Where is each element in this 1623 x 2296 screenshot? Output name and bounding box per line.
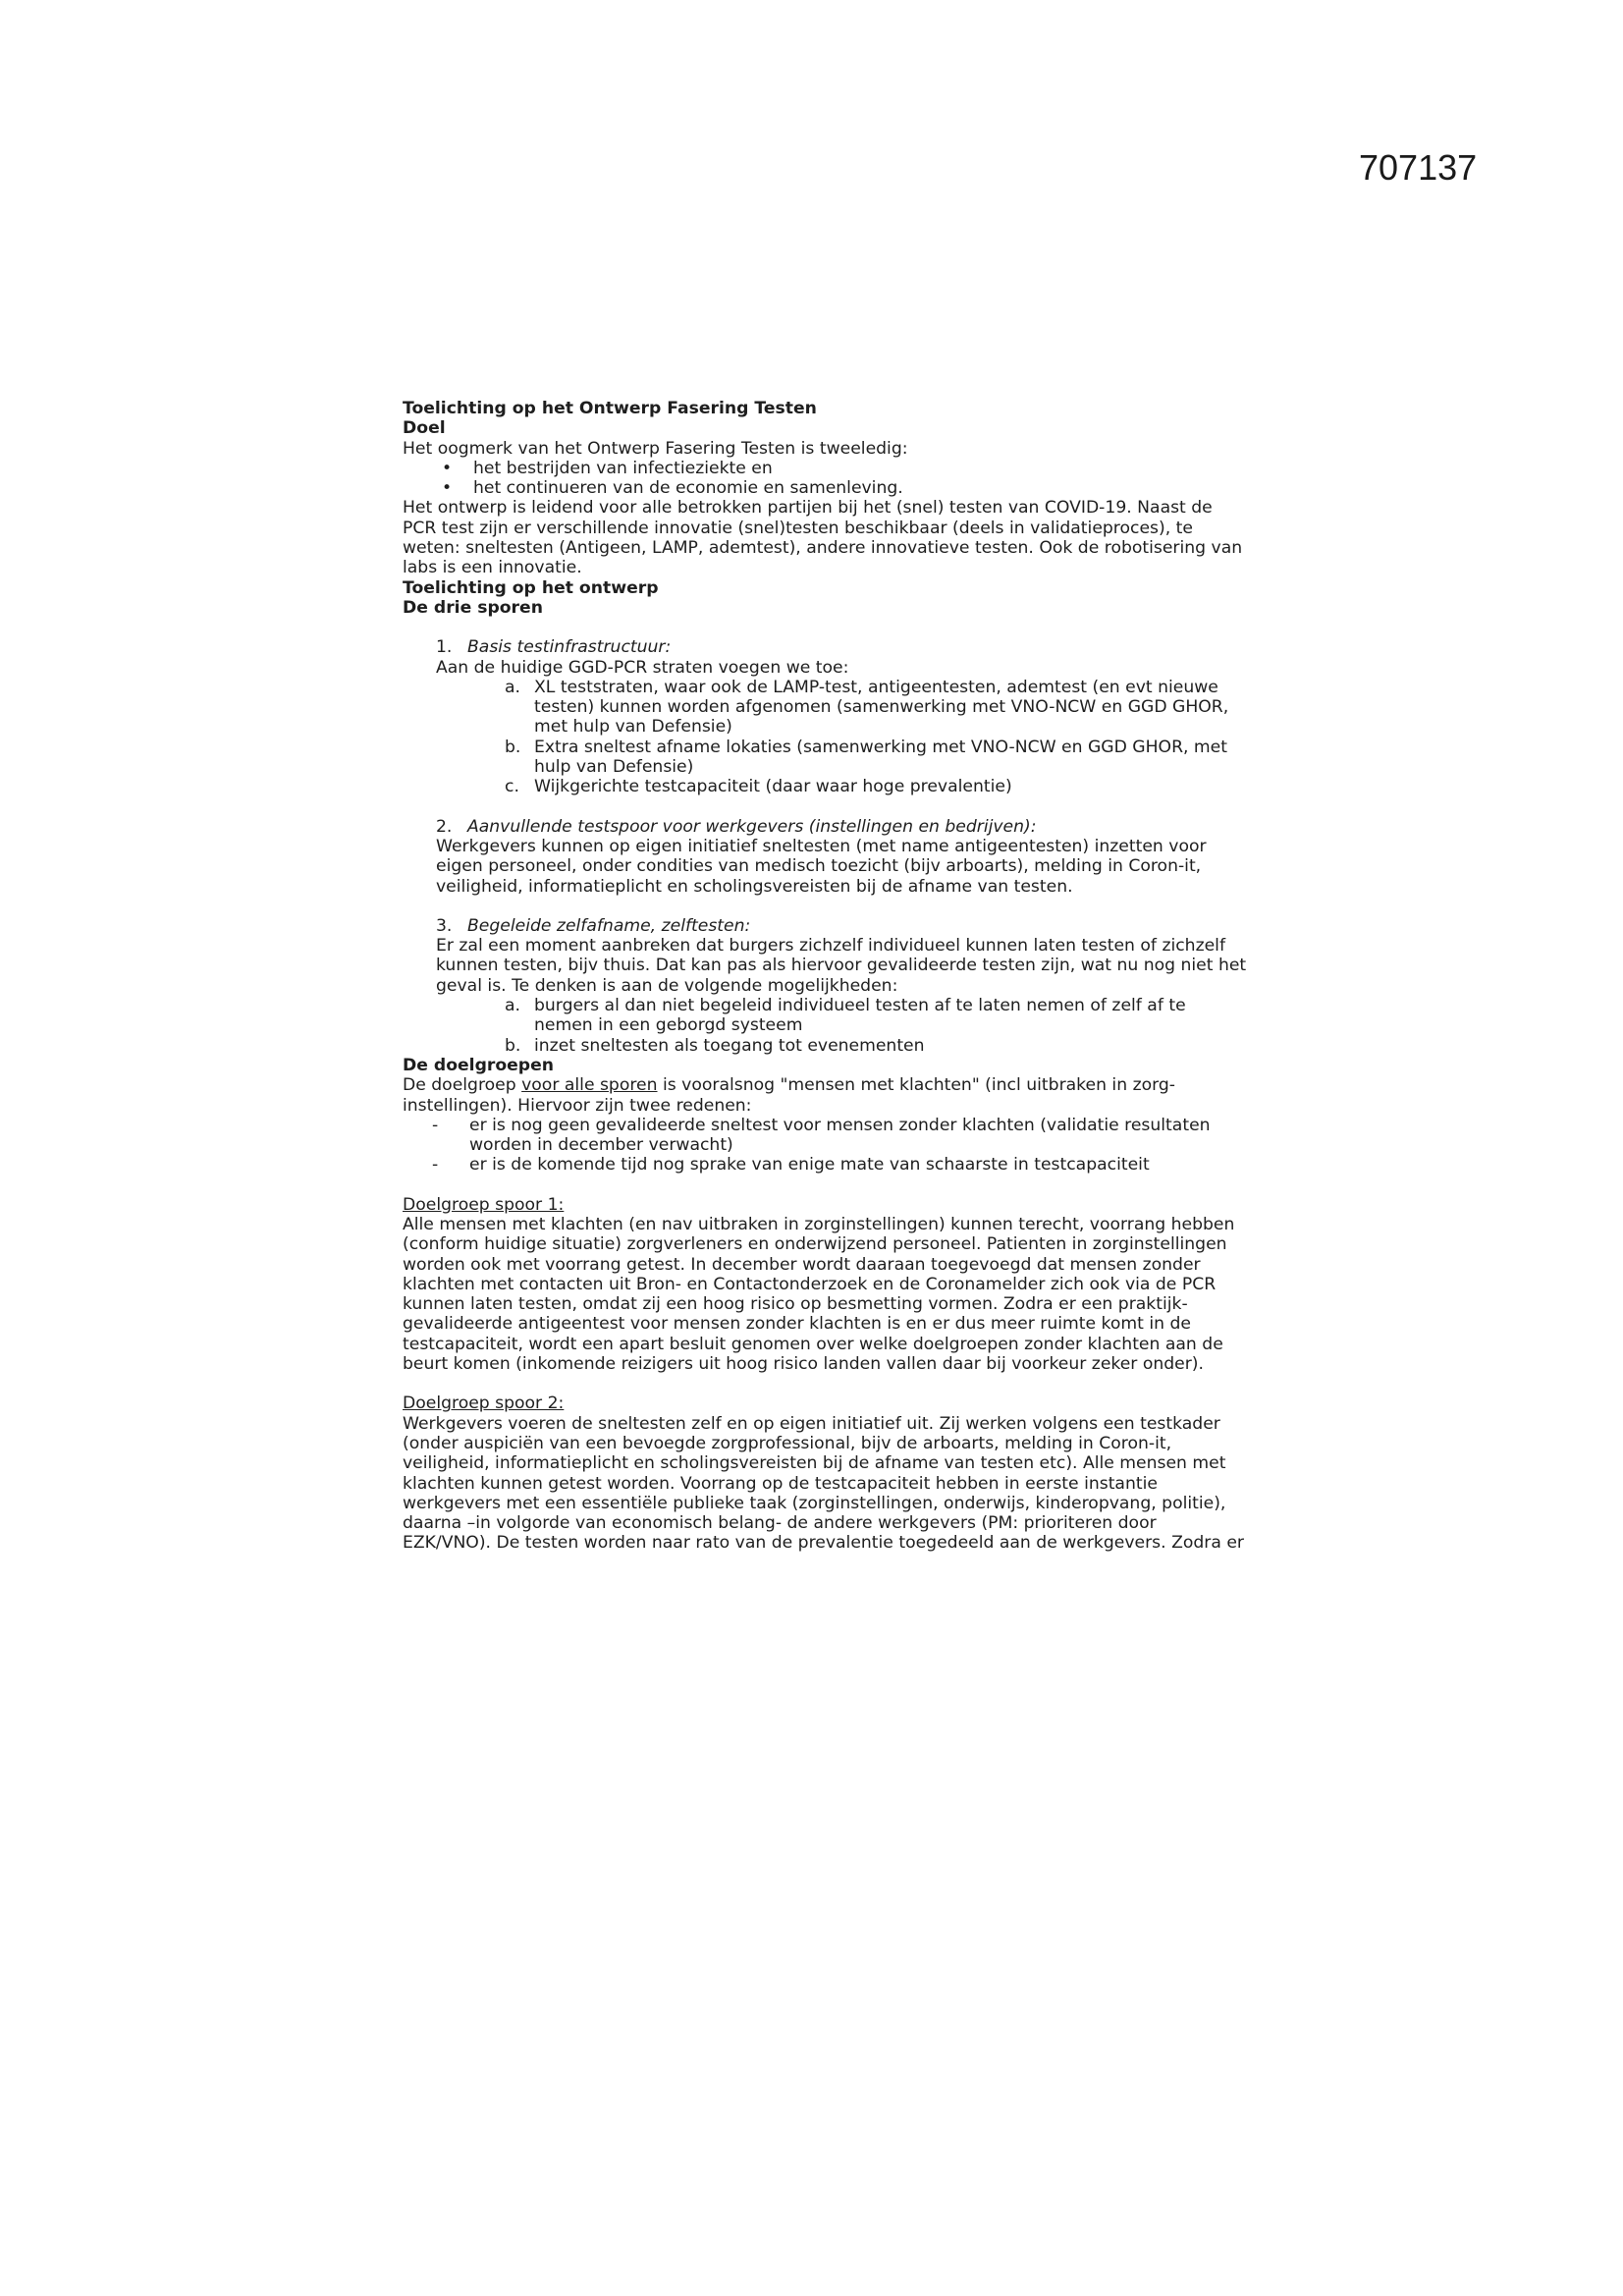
list-item [436,777,1247,796]
spoor-title-text: Begeleide zelfafname, zelftesten: [467,915,751,936]
spoor-3-title [436,916,1247,936]
document-title: Toelichting op het Ontwerp Fasering Testen [403,399,817,418]
spoor-2-text: Werkgevers kunnen op eigen initiatief sneltesten (met name antigeentesten) inzetten voor eigen personeel, onder condities van medisch toezicht (bijv arboarts), melding in Coron-it, veiligheid, informatieplicht en scholingsvereisten bij de afname van testen. [436,836,1207,897]
doelgroep-spoor-2 [403,1394,1247,1553]
doelgroep-spoor-2-text: Werkgevers voeren de sneltesten zelf en op eigen initiatief uit. Zij werken volgens een testkader (onder auspiciën van een bevoegde zorgprofessional, bijv de arboarts, melding in Coron-it, veiligheid, informatieplicht en scholingsvereisten bij de afname van testen etc). Alle mensen met klachten kunnen getest worden. Voorrang op de testcapaciteit hebben in eerste instantie werkgevers met een essentiële publieke taak (zorginstellingen, onderwijs, kinderopvang, politie), daarna –in volgorde van economisch belang- de andere werkgevers (PM: prioriteren door EZK/VNO). De testen worden naar rato van de prevalentie toegedeeld aan de werkgevers. Zodra er [403,1413,1244,1554]
list-marker: a. [505,677,520,697]
spoor-number: 2. [436,816,453,837]
spoor-3 [403,916,1247,1056]
spoor-3-text: Er zal een moment aanbreken dat burgers zichzelf individueel kunnen laten testen of zichzelf kunnen testen, bijv thuis. Dat kan pas als hiervoor gevalideerde testen zijn, wat nu nog niet het geval is. Te denken is aan de volgende mogelijkheden: [436,936,1247,996]
doelgroepen-heading: De doelgroepen [403,1055,555,1075]
spoor-1-list [436,678,1247,797]
list-marker: b. [505,737,521,757]
spoor-1-intro: Aan de huidige GGD-PCR straten voegen we toe: [436,657,849,678]
toelichting-heading: Toelichting op het ontwerp [403,577,659,598]
list-item [436,996,1247,1036]
spoor-1 [403,637,1247,796]
document-body [403,399,1247,1554]
doelgroepen-intro-part2: is vooralsnog "mensen met klachten" (incl uitbraken in zorg-instellingen). Hiervoor zijn twee redenen: [403,1075,1175,1116]
list-item [403,459,1247,478]
list-item [403,1155,1247,1175]
doelgroepen-intro-part1: De doelgroep [403,1075,522,1096]
doel-intro: Het oogmerk van het Ontwerp Fasering Testen is tweeledig: [403,438,908,459]
list-item [403,478,1247,498]
doelgroep-spoor-1-text: Alle mensen met klachten (en nav uitbraken in zorginstellingen) kunnen terecht, voorrang hebben (conform huidige situatie) zorgverleners en onderwijzend personeel. Patienten in zorginstellingen worden ook met voorrang getest. In december wordt daaraan toegevoegd dat mensen zonder klachten met contacten uit Bron- en Contactonderzoek en de Coronamelder zich ook via de PCR kunnen laten testen, omdat zij een hoog risico op besmetting vormen. Zodra er een praktijk-gevalideerde antigeentest voor mensen zonder klachten is en er dus meer ruimte komt in de testcapaciteit, wordt een apart besluit genomen over welke doelgroepen zonder klachten aan de beurt komen (inkomende reizigers uit hoog risico landen vallen daar bij voorkeur zeker onder). [403,1214,1235,1375]
list-marker: b. [505,1035,521,1056]
list-item-text: inzet sneltesten als toegang tot evenementen [534,1035,925,1056]
doelgroepen-intro [403,1075,1247,1116]
bullet-text: het bestrijden van infectieziekte en [473,458,773,478]
spoor-number: 1. [436,637,453,658]
list-item [403,1116,1247,1156]
bullet-text: het continueren van de economie en samenleving. [473,478,903,499]
spoor-1-title [436,637,1247,657]
list-marker: c. [505,777,519,797]
dash-marker: - [432,1155,439,1175]
list-item-text: Wijkgerichte testcapaciteit (daar waar hoge prevalentie) [534,777,1012,797]
spoor-number: 3. [436,915,453,936]
list-item-text: burgers al dan niet begeleid individueel testen af te laten nemen of zelf af te nemen in een geborgd systeem [534,996,1186,1036]
list-item-text: er is nog geen gevalideerde sneltest voor mensen zonder klachten (validatie resultaten worden in december verwacht) [469,1115,1211,1156]
spoor-2 [403,817,1247,897]
doelgroep-spoor-2-heading: Doelgroep spoor 2: [403,1394,565,1414]
doel-paragraph: Het ontwerp is leidend voor alle betrokken partijen bij het (snel) testen van COVID-19. Naast de PCR test zijn er verschillende innovatie (snel)testen beschikbaar (deels in validatieproces), te weten: sneltesten (Antigeen, LAMP, ademtest), andere innovatieve testen. Ook de robotisering van labs is een innovatie. [403,498,1243,578]
list-item-text: er is de komende tijd nog sprake van enige mate van schaarste in testcapaciteit [469,1155,1150,1175]
bullet-icon: • [442,458,453,478]
spoor-2-title [436,817,1247,837]
doel-heading: Doel [403,418,446,439]
doelgroepen-intro-underlined: voor alle sporen [521,1075,658,1096]
dash-marker: - [432,1115,439,1135]
spoor-title-text: Aanvullende testspoor voor werkgevers (instellingen en bedrijven): [467,816,1037,837]
doelgroep-spoor-1 [403,1195,1247,1375]
doelgroep-spoor-1-heading: Doelgroep spoor 1: [403,1194,565,1215]
doel-bullet-list [403,459,1247,499]
list-marker: a. [505,996,520,1016]
list-item [436,678,1247,738]
spoor-title-text: Basis testinfrastructuur: [467,637,672,658]
list-item [436,1036,1247,1056]
doelgroepen-reasons-list [403,1116,1247,1175]
spoor-3-list [436,996,1247,1056]
bullet-icon: • [442,478,453,499]
document-number: 707137 [1359,147,1478,188]
list-item [436,738,1247,778]
list-item-text: XL teststraten, waar ook de LAMP-test, antigeentesten, ademtest (en evt nieuwe testen) kunnen worden afgenomen (samenwerking met VNO-NCW en GGD GHOR, met hulp van Defensie) [534,677,1229,738]
list-item-text: Extra sneltest afname lokaties (samenwerking met VNO-NCW en GGD GHOR, met hulp van Defensie) [534,737,1227,778]
sporen-heading: De drie sporen [403,597,543,618]
